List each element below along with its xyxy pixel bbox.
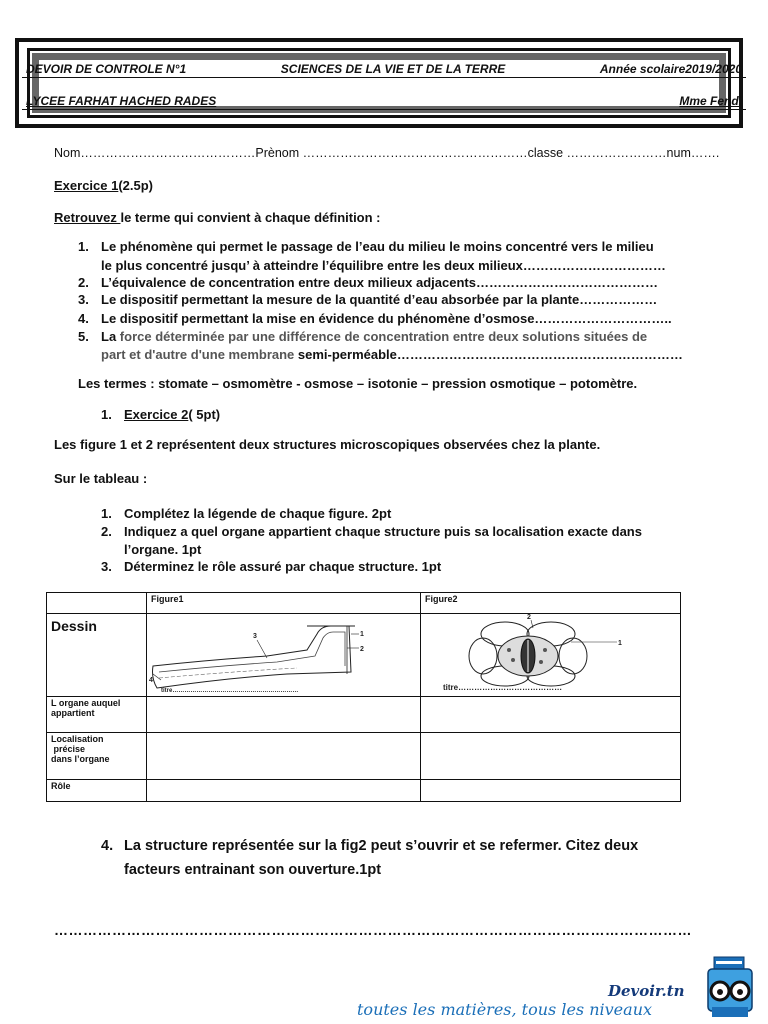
q4-line-1: La structure représentée sur la fig2 peut s’ouvrir et se refermer. Citez deux — [124, 838, 639, 854]
localisation-line-1: Localisation — [51, 734, 104, 744]
organe-fig2-cell[interactable] — [421, 697, 681, 733]
item5-l1a: La — [101, 329, 120, 344]
localisation-line-3: dans l’organe — [51, 754, 110, 764]
exercise-2-number: 1. — [101, 407, 112, 422]
exercise-2-title: Exercice 2 — [124, 407, 189, 422]
fig2-label-2: 2 — [527, 614, 531, 621]
ex1-item-5-line-2 — [101, 347, 683, 362]
teacher-name: Mme Fendi — [679, 94, 742, 108]
ex2-q2-line-1: Indiquez a quel organe appartient chaque structure puis sa localisation exacte dans — [124, 524, 642, 539]
table-row-dessin — [47, 614, 681, 697]
exercise-1-heading — [54, 178, 153, 193]
subject-title: SCIENCES DE LA VIE ET DE LA TERRE — [280, 62, 506, 76]
table-corner-cell — [47, 593, 147, 614]
role-label: Rôle — [47, 780, 147, 802]
table-row-role — [47, 780, 681, 802]
table-row-organe — [47, 697, 681, 733]
footer-slogan: toutes les matières, tous les niveaux — [357, 1000, 653, 1019]
exercise-1-points: (2.5p) — [118, 178, 154, 193]
ex2-q3: Déterminez le rôle assuré par chaque structure. 1pt — [124, 559, 442, 574]
ex1-item-1-line-2: le plus concentré jusqu’ à atteindre l’équilibre entre les deux milieux…………………………… — [101, 258, 666, 273]
footer-brand: Devoir.tn — [608, 982, 685, 1000]
root-hair-drawing — [147, 614, 419, 694]
fig2-title-line: titre………………………………… — [443, 683, 563, 692]
fig1-label-2: 2 — [360, 646, 364, 653]
exercise-2-points: ( 5pt) — [188, 407, 221, 422]
fig1-label-4: 4 — [149, 677, 153, 684]
figure2-header: Figure2 — [421, 593, 681, 614]
answer-table — [46, 592, 681, 802]
instruction-verb: Retrouvez — [54, 210, 121, 225]
school-year: Année scolaire2019/2020 — [599, 62, 742, 76]
figure1-header: Figure1 — [147, 593, 421, 614]
exercise-2-heading — [124, 407, 220, 422]
organe-fig1-cell[interactable] — [147, 697, 421, 733]
figure1-drawing-cell — [147, 614, 421, 697]
localisation-label — [47, 733, 147, 780]
ex1-item-3-number: 3. — [78, 292, 89, 307]
fig2-label-1: 1 — [618, 640, 622, 647]
figure2-drawing-cell — [421, 614, 681, 697]
ex1-item-3: Le dispositif permettant la mesure de la quantité d’eau absorbée par la plante……………… — [101, 292, 658, 307]
role-fig1-cell[interactable] — [147, 780, 421, 802]
table-row-localisation — [47, 733, 681, 780]
ex2-q2-line-2: l’organe. 1pt — [124, 542, 202, 557]
answer-dots-line[interactable]: …………………………………………………………………………………………………………………… — [54, 922, 692, 938]
ex1-item-1-number: 1. — [78, 239, 89, 254]
fig1-label-3: 3 — [253, 633, 257, 640]
ex1-item-2: L’équivalence de concentration entre deux milieux adjacents…………………………………… — [101, 275, 658, 290]
fig1-label-1: 1 — [360, 631, 364, 638]
ex1-item-4: Le dispositif permettant la mise en évidence du phénomène d’osmose………………………….. — [101, 311, 672, 326]
q4-number: 4. — [101, 838, 114, 854]
exercise-2-intro: Les figure 1 et 2 représentent deux structures microscopiques observées chez la plante. — [54, 437, 601, 452]
dessin-label: Dessin — [47, 614, 147, 697]
ex1-item-2-number: 2. — [78, 275, 89, 290]
header-row-bottom — [22, 84, 746, 110]
localisation-line-2: précise — [51, 744, 86, 754]
ex2-q1-number: 1. — [101, 506, 112, 521]
ex1-item-5-number: 5. — [78, 329, 89, 344]
ex2-q2-number: 2. — [101, 524, 112, 539]
terms-list: Les termes : stomate – osmomètre - osmose – isotonie – pression osmotique – potomètre. — [78, 376, 638, 391]
sur-le-tableau: Sur le tableau : — [54, 471, 148, 486]
item5-l2a: part et d'autre d'une membrane — [101, 347, 298, 362]
exercise-1-instruction — [54, 210, 381, 225]
stomata-drawing — [421, 614, 679, 694]
item5-l2b: semi-perméable………………………………………………………… — [297, 347, 683, 362]
school-name: LYCEE FARHAT HACHED RADES — [26, 94, 217, 108]
ex1-item-1-line-1: Le phénomène qui permet le passage de l’eau du milieu le moins concentré vers le milieu — [101, 239, 654, 254]
instruction-rest: le terme qui convient à chaque définition : — [120, 210, 381, 225]
ex2-q1: Complétez la légende de chaque figure. 2pt — [124, 506, 392, 521]
exercise-1-title: Exercice 1 — [54, 178, 119, 193]
student-info-line: Nom……………………………………Prènom ………………………………………………classe ……………………num……. — [54, 146, 720, 160]
organe-label: L organe auquel appartient — [47, 697, 147, 733]
ex1-item-4-number: 4. — [78, 311, 89, 326]
localisation-fig1-cell[interactable] — [147, 733, 421, 780]
item5-l1b: force déterminée par une différence de concentration entre deux solutions situées de — [119, 329, 648, 344]
role-fig2-cell[interactable] — [421, 780, 681, 802]
q4-line-2: facteurs entrainant son ouverture.1pt — [124, 862, 382, 878]
localisation-fig2-cell[interactable] — [421, 733, 681, 780]
ex2-q3-number: 3. — [101, 559, 112, 574]
fig1-title-line: titre……………………………………………………… — [161, 688, 299, 694]
table-header-row — [47, 593, 681, 614]
header-row-top — [22, 52, 746, 78]
devoir-title: DEVOIR DE CONTROLE N°1 — [26, 62, 187, 76]
ex1-item-5-line-1 — [101, 329, 647, 344]
devoir-logo-icon — [700, 955, 760, 1019]
